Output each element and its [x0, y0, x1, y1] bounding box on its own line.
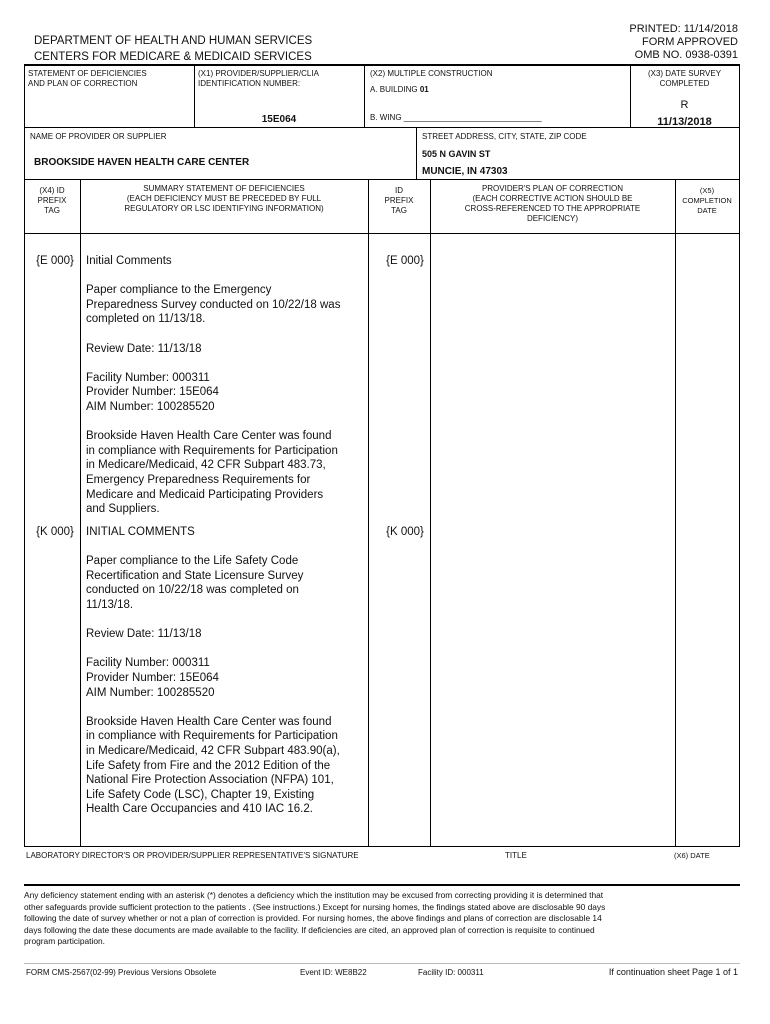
- k-tag-prefix: {K 000}: [36, 526, 74, 538]
- x6-date-label: (X6) DATE: [674, 851, 710, 860]
- x1-provider-number: 15E064: [261, 114, 297, 125]
- x3-label: (X3) DATE SURVEY COMPLETED: [647, 69, 722, 88]
- event-id: Event ID: WE8B22: [300, 968, 367, 977]
- k-tag-id: {K 000}: [386, 526, 424, 538]
- provider-name: BROOKSIDE HAVEN HEALTH CARE CENTER: [34, 157, 250, 168]
- summary-header: SUMMARY STATEMENT OF DEFICIENCIES (EACH DEFICIENCY MUST BE PRECEDED BY FULL REGULATORY OR LSC IDENTIFYING INFORMATION): [124, 184, 324, 213]
- disclaimer-text: Any deficiency statement ending with an asterisk (*) denotes a deficiency which the institution may be excused from correcting providing it is determined that other safeguards provide sufficient protection to the patients . (See instructions.) Except for nursing homes, the findings stated above are disclosable 90 days following the date of survey whether or not a plan of correction is provided. For nursing homes, the above findings and plans of correction are disclosable 14 days following the date these documents are made available to the facility. If deficiencies are cited, an approved plan of correction is requisite to continued program participation.: [24, 890, 606, 947]
- continuation-sheet: If continuation sheet Page 1 of 1: [608, 967, 738, 977]
- wing-line: _______________________________: [403, 113, 542, 122]
- title-label: TITLE: [505, 851, 527, 860]
- signature-label: LABORATORY DIRECTOR'S OR PROVIDER/SUPPLIER REPRESENTATIVE'S SIGNATURE: [26, 851, 359, 860]
- k-tag-text: INITIAL COMMENTS Paper compliance to the Life Safety Code Recertification and State Licensure Survey conducted on 10/22/18 was completed on 11/13/18. Review Date: 11/13/18 Facility Number: 000311 Provider Number: 15E064 AIM Number: 100285520 Brookside Haven Health Care Center was found in compliance with Requirements for Participation in Medicare/Medicaid, 42 CFR Subpart 483.90(a), Life Safety from Fire and the 2012 Edition of the National Fire Protection Association (NFPA) 101, Life Safety Code (LSC), Chapter 19, Existing Health Care Occupancies and 410 IAC 16.2.: [86, 526, 340, 816]
- form-approved: FORM APPROVED: [642, 36, 738, 48]
- printed-date: PRINTED: 11/14/2018: [629, 23, 738, 35]
- x2-label: (X2) MULTIPLE CONSTRUCTION: [370, 69, 493, 78]
- street-address: 505 N GAVIN ST: [422, 149, 491, 159]
- facility-id: Facility ID: 000311: [418, 968, 484, 977]
- statement-label: STATEMENT OF DEFICIENCIES AND PLAN OF CORRECTION: [28, 69, 147, 88]
- e-tag-prefix: {E 000}: [36, 255, 74, 267]
- omb-number: OMB NO. 0938-0391: [634, 49, 738, 61]
- x5-header: (X5) COMPLETION DATE: [682, 186, 732, 215]
- wing-label: B. WING: [370, 113, 402, 122]
- building-label: A. BUILDING: [370, 85, 418, 94]
- x4-header: (X4) ID PREFIX TAG: [37, 186, 67, 215]
- id-header: ID PREFIX TAG: [384, 186, 414, 215]
- x1-label: (X1) PROVIDER/SUPPLIER/CLIA IDENTIFICATION NUMBER:: [198, 69, 319, 88]
- form-number: FORM CMS-2567(02-99) Previous Versions Obsolete: [26, 968, 217, 977]
- address-label: STREET ADDRESS, CITY, STATE, ZIP CODE: [422, 132, 587, 141]
- building-field: [370, 85, 429, 95]
- x3-r: R: [680, 99, 689, 111]
- department-title: DEPARTMENT OF HEALTH AND HUMAN SERVICES: [34, 35, 313, 47]
- wing-field: [370, 113, 542, 123]
- e-tag-text: Initial Comments Paper compliance to the Emergency Preparedness Survey conducted on 10/22/18 was completed on 11/13/18. Review Date: 11/13/18 Facility Number: 000311 Provider Number: 15E064 AIM Number: 100285520 Brookside Haven Health Care Center was found in compliance with Requirements for Participation in Medicare/Medicaid, 42 CFR Subpart 483.73, Emergency Preparedness Requirements for Medicare and Medicaid Participating Providers and Suppliers.: [86, 255, 341, 516]
- x3-date: 11/13/2018: [657, 116, 712, 128]
- centers-title: CENTERS FOR MEDICARE & MEDICAID SERVICES: [34, 51, 312, 63]
- provider-label: NAME OF PROVIDER OR SUPPLIER: [30, 132, 167, 141]
- building-value: 01: [419, 85, 429, 94]
- city-state-zip: MUNCIE, IN 47303: [422, 166, 508, 177]
- plan-header: PROVIDER'S PLAN OF CORRECTION (EACH CORRECTIVE ACTION SHOULD BE CROSS-REFERENCED TO THE APPROPRIATE DEFICIENCY): [464, 184, 641, 223]
- e-tag-id: {E 000}: [386, 255, 424, 267]
